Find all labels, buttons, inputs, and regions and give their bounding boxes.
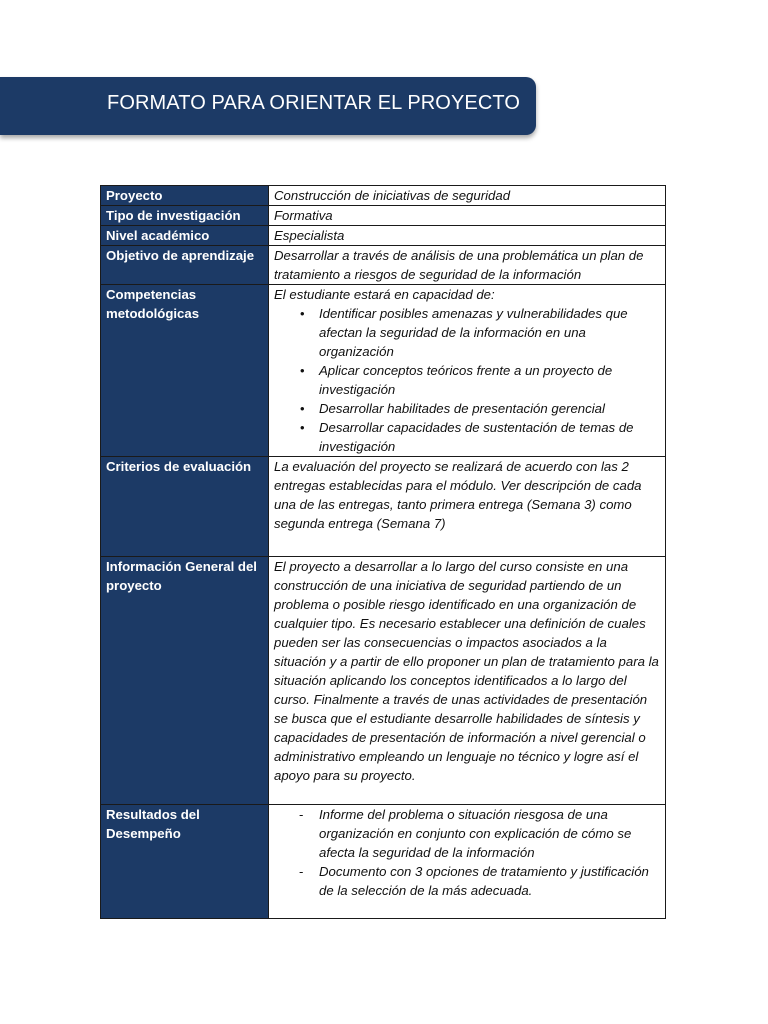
resultados-list [274, 805, 660, 900]
list-item: • Desarrollar habilitades de presentación gerencial [319, 399, 660, 418]
page-title: FORMATO PARA ORIENTAR EL PROYECTO [107, 92, 520, 114]
row-value-competencias [269, 285, 666, 457]
table-row [101, 246, 666, 285]
list-item: - Informe del problema o situación riesgosa de una organización en conjunto con explicación de cómo se afecta la seguridad de la información [319, 805, 660, 862]
table-row [101, 226, 666, 246]
competencias-intro: El estudiante estará en capacidad de: [274, 287, 495, 302]
row-value-criterios: La evaluación del proyecto se realizará de acuerdo con las 2 entregas establecidas para el módulo. Ver descripción de cada una de las entregas, tanto primera entrega (Semana 3) como segunda entrega (Semana 7) [269, 457, 666, 557]
row-value-resultados [269, 805, 666, 919]
row-label-competencias: Competencias metodológicas [101, 285, 269, 457]
list-item: • Aplicar conceptos teóricos frente a un proyecto de investigación [319, 361, 660, 399]
row-label-criterios: Criterios de evaluación [101, 457, 269, 557]
competencias-list [274, 304, 660, 456]
row-value-proyecto: Construcción de iniciativas de seguridad [269, 186, 666, 206]
row-value-nivel-academico: Especialista [269, 226, 666, 246]
row-label-nivel-academico: Nivel académico [101, 226, 269, 246]
row-label-proyecto: Proyecto [101, 186, 269, 206]
table-row [101, 557, 666, 805]
project-format-table [100, 185, 666, 919]
table-row [101, 805, 666, 919]
row-value-tipo-investigacion: Formativa [269, 206, 666, 226]
table-row [101, 457, 666, 557]
row-label-resultados: Resultados del Desempeño [101, 805, 269, 919]
table-row [101, 206, 666, 226]
header-banner [0, 77, 536, 135]
row-value-informacion: El proyecto a desarrollar a lo largo del curso consiste en una construcción de una iniciativa de seguridad partiendo de un problema o posible riesgo identificado en una organización de cualquier tipo. Es necesario establecer una definición de cuales pueden ser las consecuencias o impactos asociados a la situación y a partir de ello proponer un plan de tratamiento para la situación aplicando los conceptos identificados a lo largo del curso. Finalmente a través de unas actividades de presentación se busca que el estudiante desarrolle habilidades de síntesis y capacidades de presentación de información a nivel gerencial o administrativo empleando un lenguaje no técnico y logre así el apoyo para su proyecto. [269, 557, 666, 805]
list-item: • Desarrollar capacidades de sustentación de temas de investigación [319, 418, 660, 456]
row-label-informacion: Información General del proyecto [101, 557, 269, 805]
list-item: - Documento con 3 opciones de tratamiento y justificación de la selección de la más adecuada. [319, 862, 660, 900]
row-value-objetivo: Desarrollar a través de análisis de una problemática un plan de tratamiento a riesgos de seguridad de la información [269, 246, 666, 285]
row-label-objetivo: Objetivo de aprendizaje [101, 246, 269, 285]
row-label-tipo-investigacion: Tipo de investigación [101, 206, 269, 226]
table-row [101, 285, 666, 457]
list-item: • Identificar posibles amenazas y vulnerabilidades que afectan la seguridad de la información en una organización [319, 304, 660, 361]
table-row [101, 186, 666, 206]
